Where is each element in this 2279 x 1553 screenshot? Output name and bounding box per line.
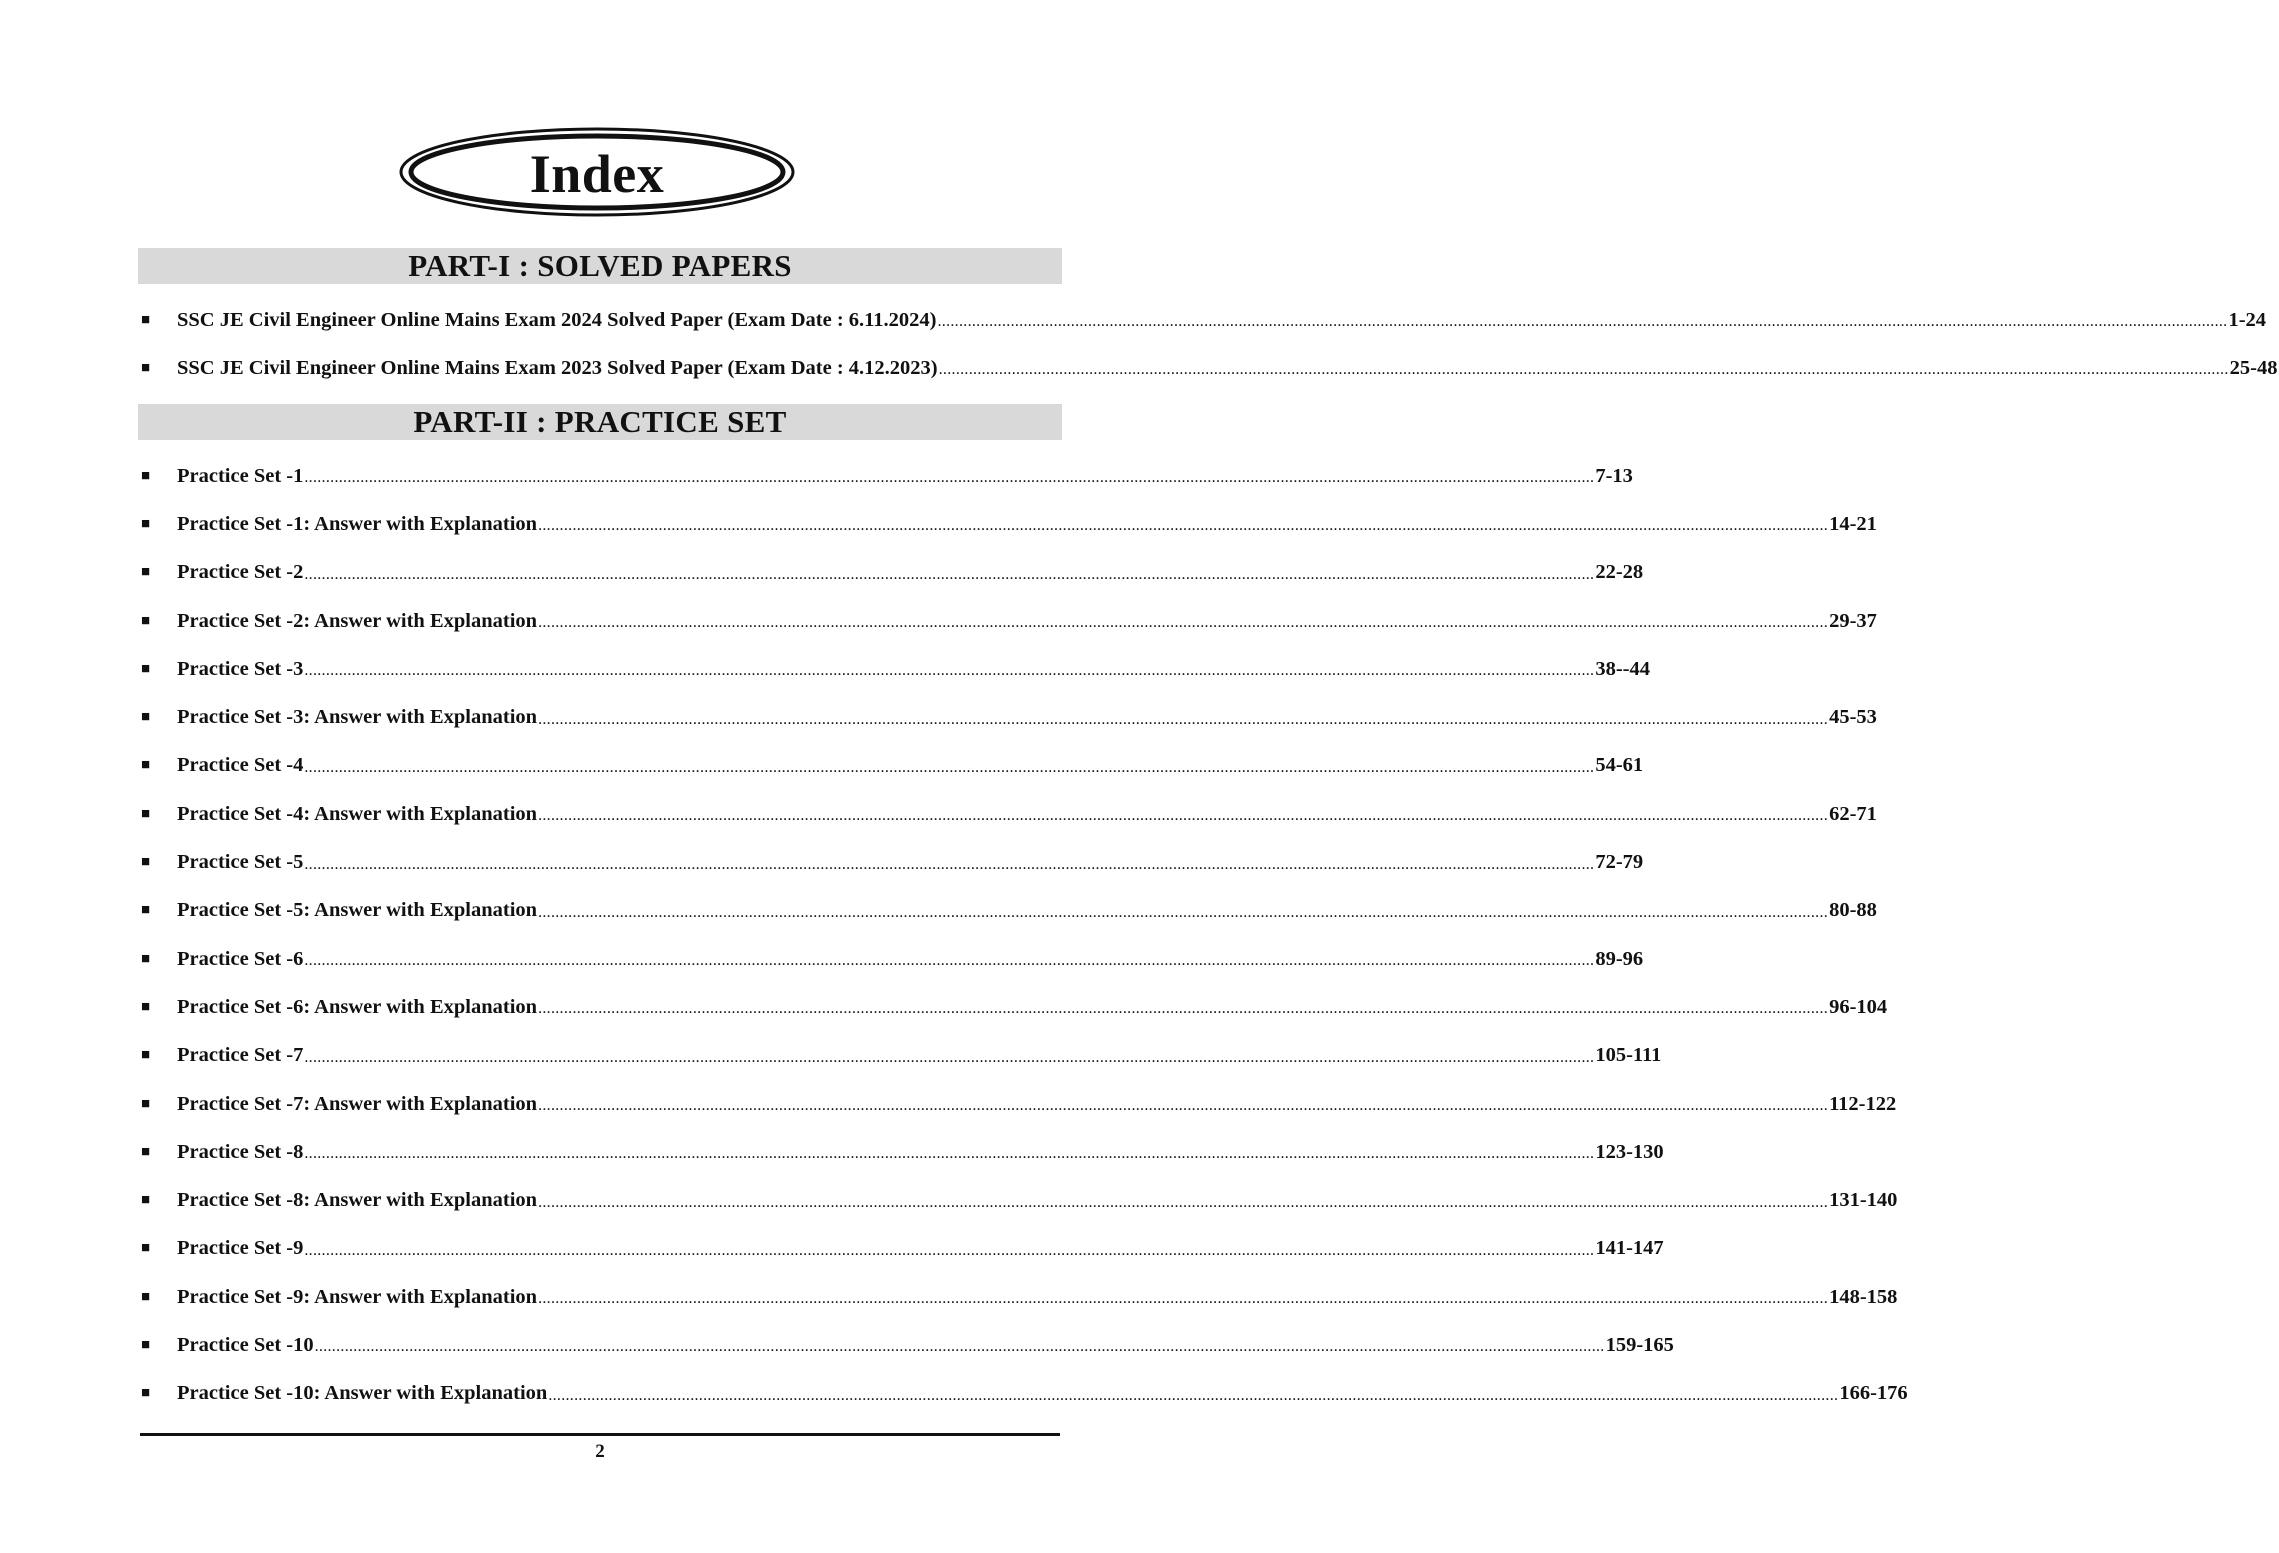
dot-leader: ............................................................................................................................................................................................................................................................................................................ xyxy=(304,952,1595,970)
square-bullet-icon: ■ xyxy=(141,1240,151,1257)
square-bullet-icon: ■ xyxy=(141,1385,151,1402)
toc-entry xyxy=(138,983,1888,1031)
square-bullet-icon: ■ xyxy=(141,902,151,919)
toc-entry-label: SSC JE Civil Engineer Online Mains Exam 2023 Solved Paper (Exam Date : 4.12.2023) xyxy=(177,356,938,379)
square-bullet-icon: ■ xyxy=(141,709,151,726)
toc-entry xyxy=(138,296,2267,344)
toc-entry xyxy=(138,887,1877,935)
dot-leader: ............................................................................................................................................................................................................................................................................................................ xyxy=(304,469,1595,487)
toc-entry-label: Practice Set -4: Answer with Explanation xyxy=(177,802,538,825)
toc-entry-label: Practice Set -3 xyxy=(177,657,304,680)
toc-entry xyxy=(138,1128,1664,1176)
toc-entry xyxy=(138,452,1633,500)
toc-entry-pages: 14-21 xyxy=(1829,512,1877,535)
toc-entry-pages: 25-48 xyxy=(2229,356,2278,379)
square-bullet-icon: ■ xyxy=(141,950,151,967)
toc-entry xyxy=(138,1225,1664,1273)
footer-rule xyxy=(140,1433,1060,1436)
dot-leader: ............................................................................................................................................................................................................................................................................................................ xyxy=(304,758,1595,776)
toc-entry-label: Practice Set -1: Answer with Explanation xyxy=(177,512,538,535)
square-bullet-icon: ■ xyxy=(141,311,151,328)
toc-entry-label: Practice Set -3: Answer with Explanation xyxy=(177,706,538,729)
toc-entry-pages: 96-104 xyxy=(1829,995,1888,1018)
page-number: 2 xyxy=(595,1441,605,1462)
toc-entry-label: Practice Set -10 xyxy=(177,1333,314,1356)
toc-entry-pages: 72-79 xyxy=(1595,851,1644,874)
square-bullet-icon: ■ xyxy=(141,805,151,822)
square-bullet-icon: ■ xyxy=(141,612,151,629)
dot-leader: ............................................................................................................................................................................................................................................................................................................ xyxy=(538,1290,1829,1308)
dot-leader: ............................................................................................................................................................................................................................................................................................................ xyxy=(938,361,2229,379)
dot-leader: ............................................................................................................................................................................................................................................................................................................ xyxy=(538,903,1829,921)
square-bullet-icon: ■ xyxy=(141,1288,151,1305)
square-bullet-icon: ■ xyxy=(141,1336,151,1353)
dot-leader: ............................................................................................................................................................................................................................................................................................................ xyxy=(304,565,1595,583)
toc-entry xyxy=(138,549,1644,597)
toc-entry-label: Practice Set -5 xyxy=(177,851,304,874)
toc-entry xyxy=(138,344,2278,392)
toc-entry-pages: 45-53 xyxy=(1829,706,1877,729)
square-bullet-icon: ■ xyxy=(141,660,151,677)
dot-leader: ............................................................................................................................................................................................................................................................................................................ xyxy=(314,1338,1605,1356)
toc-entry-pages: 105-111 xyxy=(1595,1044,1662,1067)
toc-entry-label: Practice Set -10: Answer with Explanation xyxy=(177,1382,548,1405)
toc-entry xyxy=(138,500,1877,548)
toc-entry-label: Practice Set -8 xyxy=(177,1140,304,1163)
toc-entry-pages: 89-96 xyxy=(1595,947,1644,970)
toc-entry xyxy=(138,790,1877,838)
dot-leader: ............................................................................................................................................................................................................................................................................................................ xyxy=(937,313,2228,331)
toc-entry-label: Practice Set -8: Answer with Explanation xyxy=(177,1189,538,1212)
toc-entry xyxy=(138,1176,1898,1224)
toc-entry-pages: 1-24 xyxy=(2228,308,2267,331)
toc-entry-label: Practice Set -4 xyxy=(177,754,304,777)
toc-entry-label: Practice Set -1 xyxy=(177,464,304,487)
dot-leader: ............................................................................................................................................................................................................................................................................................................ xyxy=(304,1241,1595,1259)
toc-entry-label: Practice Set -9: Answer with Explanation xyxy=(177,1285,538,1308)
toc-entry-pages: 7-13 xyxy=(1595,464,1633,487)
toc-entry xyxy=(138,1370,1908,1418)
toc-entry xyxy=(138,1080,1897,1128)
toc-entry-label: Practice Set -7: Answer with Explanation xyxy=(177,1092,538,1115)
square-bullet-icon: ■ xyxy=(141,998,151,1015)
toc-entry-pages: 159-165 xyxy=(1605,1333,1674,1356)
dot-leader: ............................................................................................................................................................................................................................................................................................................ xyxy=(304,1145,1595,1163)
toc-entry xyxy=(138,838,1644,886)
toc-entry xyxy=(138,742,1644,790)
dot-leader: ............................................................................................................................................................................................................................................................................................................ xyxy=(548,1386,1839,1404)
title-badge xyxy=(398,126,796,218)
toc-entry-label: Practice Set -9 xyxy=(177,1237,304,1260)
toc-entry xyxy=(138,693,1877,741)
toc-entry-label: Practice Set -2 xyxy=(177,561,304,584)
toc-entry xyxy=(138,597,1877,645)
square-bullet-icon: ■ xyxy=(141,1095,151,1112)
dot-leader: ............................................................................................................................................................................................................................................................................................................ xyxy=(538,710,1829,728)
dot-leader: ............................................................................................................................................................................................................................................................................................................ xyxy=(304,1048,1595,1066)
toc-entry-pages: 29-37 xyxy=(1829,609,1877,632)
toc-entry-pages: 131-140 xyxy=(1829,1189,1898,1212)
toc-entry-label: Practice Set -6 xyxy=(177,947,304,970)
part-1-entries xyxy=(138,296,2278,393)
square-bullet-icon: ■ xyxy=(141,467,151,484)
dot-leader: ............................................................................................................................................................................................................................................................................................................ xyxy=(304,855,1595,873)
dot-leader: ............................................................................................................................................................................................................................................................................................................ xyxy=(538,1000,1829,1018)
square-bullet-icon: ■ xyxy=(141,757,151,774)
square-bullet-icon: ■ xyxy=(141,359,151,376)
toc-entry-pages: 54-61 xyxy=(1595,754,1644,777)
part-1-heading: PART-I : SOLVED PAPERS xyxy=(138,248,1062,284)
toc-entry-pages: 166-176 xyxy=(1839,1382,1908,1405)
square-bullet-icon: ■ xyxy=(141,515,151,532)
square-bullet-icon: ■ xyxy=(141,1143,151,1160)
toc-entry-pages: 62-71 xyxy=(1829,802,1877,825)
square-bullet-icon: ■ xyxy=(141,564,151,581)
square-bullet-icon: ■ xyxy=(141,1192,151,1209)
toc-entry-pages: 112-122 xyxy=(1829,1092,1897,1115)
dot-leader: ............................................................................................................................................................................................................................................................................................................ xyxy=(304,662,1595,680)
toc-entry-pages: 148-158 xyxy=(1829,1285,1898,1308)
toc-entry-pages: 80-88 xyxy=(1829,899,1877,922)
toc-entry xyxy=(138,645,1650,693)
toc-entry-label: Practice Set -2: Answer with Explanation xyxy=(177,609,538,632)
square-bullet-icon: ■ xyxy=(141,854,151,871)
part-2-heading: PART-II : PRACTICE SET xyxy=(138,404,1062,440)
toc-entry-pages: 38--44 xyxy=(1595,657,1650,680)
toc-entry-label: SSC JE Civil Engineer Online Mains Exam 2024 Solved Paper (Exam Date : 6.11.2024) xyxy=(177,308,937,331)
dot-leader: ............................................................................................................................................................................................................................................................................................................ xyxy=(538,614,1829,632)
dot-leader: ............................................................................................................................................................................................................................................................................................................ xyxy=(538,517,1829,535)
toc-entry-label: Practice Set -7 xyxy=(177,1044,304,1067)
toc-entry-pages: 141-147 xyxy=(1595,1237,1664,1260)
toc-entry xyxy=(138,935,1644,983)
toc-entry xyxy=(138,1032,1662,1080)
toc-entry-label: Practice Set -5: Answer with Explanation xyxy=(177,899,538,922)
toc-entry xyxy=(138,1273,1898,1321)
dot-leader: ............................................................................................................................................................................................................................................................................................................ xyxy=(538,1193,1829,1211)
dot-leader: ............................................................................................................................................................................................................................................................................................................ xyxy=(538,807,1829,825)
toc-entry-pages: 22-28 xyxy=(1595,561,1644,584)
page-title: Index xyxy=(529,144,665,204)
square-bullet-icon: ■ xyxy=(141,1047,151,1064)
toc-entry xyxy=(138,1321,1674,1369)
toc-entry-pages: 123-130 xyxy=(1595,1140,1664,1163)
toc-entry-label: Practice Set -6: Answer with Explanation xyxy=(177,995,538,1018)
dot-leader: ............................................................................................................................................................................................................................................................................................................ xyxy=(538,1097,1829,1114)
part-2-entries xyxy=(138,452,1908,1418)
